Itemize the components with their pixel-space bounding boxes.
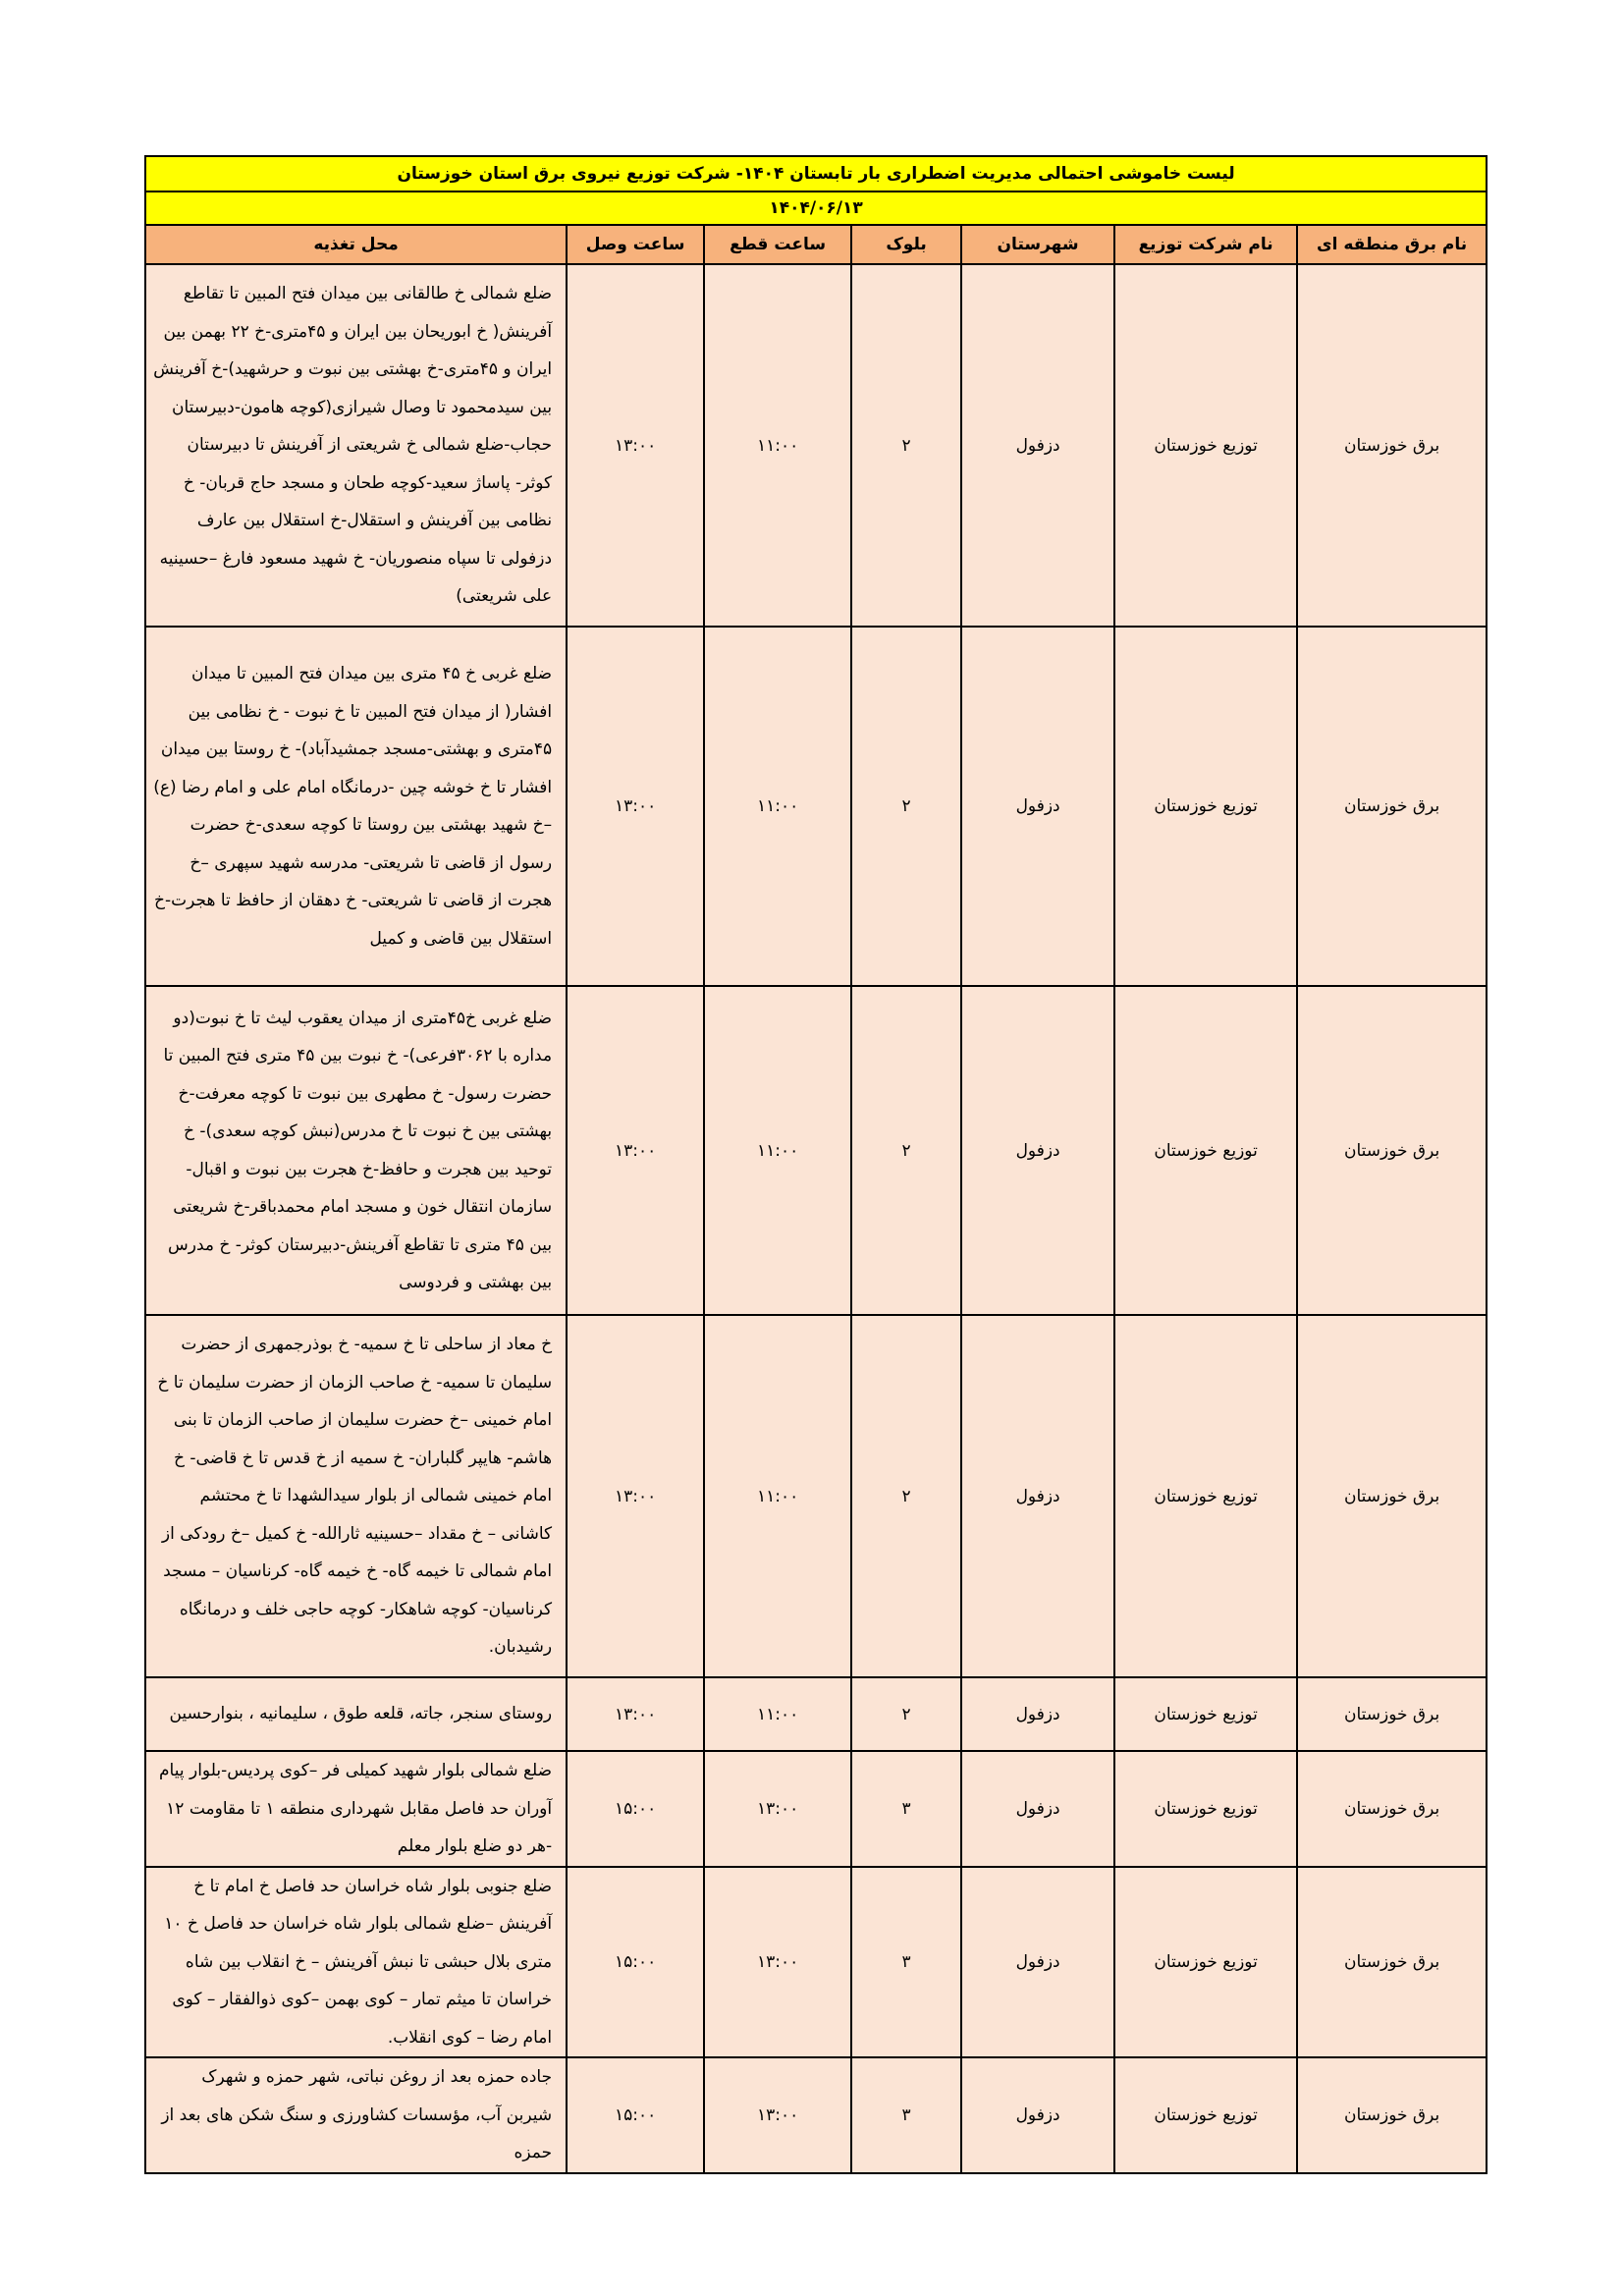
column-header-city: شهرستان (961, 225, 1114, 264)
cell-company: توزیع خوزستان (1114, 1867, 1297, 2058)
outage-table (144, 155, 1488, 2174)
column-header-connect-time: ساعت وصل (567, 225, 704, 264)
cell-cut-time: ۱۳:۰۰ (704, 2057, 851, 2173)
cell-city: دزفول (961, 627, 1114, 986)
cell-connect-time: ۱۵:۰۰ (567, 1751, 704, 1867)
cell-location: ضلع غربی خ۴۵متری از میدان یعقوب لیث تا خ نبوت(دو مداره با ۳۰۶۲فرعی)- خ نبوت بین ۴۵ متری فتح المبین تا حضرت رسول- خ مطهری بین نبوت تا کوچه معرفت-خ بهشتی بین خ نبوت تا خ مدرس(نبش کوچه سعدی)- خ توحید بین هجرت و حافظ-خ هجرت بین نبوت و اقبال- سازمان انتقال خون و مسجد امام محمدباقر-خ شریعتی بین ۴۵ متری تا تقاطع آفرینش-دبیرستان کوثر- خ مدرس بین بهشتی و فردوسی (145, 986, 567, 1315)
cell-region: برق خوزستان (1297, 627, 1487, 986)
cell-region: برق خوزستان (1297, 1867, 1487, 2058)
cell-company: توزیع خوزستان (1114, 2057, 1297, 2173)
cell-company: توزیع خوزستان (1114, 264, 1297, 627)
cell-city: دزفول (961, 986, 1114, 1315)
table-row (145, 264, 1487, 627)
cell-city: دزفول (961, 1315, 1114, 1677)
cell-location: روستای سنجر، جاته، قلعه طوق ، سلیمانیه ، بنوارحسین (145, 1677, 567, 1751)
cell-block: ۳ (851, 2057, 961, 2173)
cell-region: برق خوزستان (1297, 1315, 1487, 1677)
column-header-company: نام شرکت توزیع (1114, 225, 1297, 264)
table-row (145, 1315, 1487, 1677)
cell-block: ۲ (851, 986, 961, 1315)
cell-connect-time: ۱۳:۰۰ (567, 1315, 704, 1677)
cell-cut-time: ۱۱:۰۰ (704, 986, 851, 1315)
cell-connect-time: ۱۳:۰۰ (567, 627, 704, 986)
table-row (145, 2057, 1487, 2173)
cell-company: توزیع خوزستان (1114, 986, 1297, 1315)
cell-company: توزیع خوزستان (1114, 1315, 1297, 1677)
cell-cut-time: ۱۱:۰۰ (704, 264, 851, 627)
cell-city: دزفول (961, 264, 1114, 627)
cell-location: ضلع غربی خ ۴۵ متری بین میدان فتح المبین تا میدان افشار( از میدان فتح المبین تا خ نبوت - خ نظامی بین ۴۵متری و بهشتی-مسجد جمشیدآباد)- خ روستا بین میدان افشار تا خ خوشه چین -درمانگاه امام علی و امام رضا (ع) –خ شهید بهشتی بین روستا تا کوچه سعدی-خ حضرت رسول از قاضی تا شریعتی- مدرسه شهید سپهری –خ هجرت از قاضی تا شریعتی- خ دهقان از حافظ تا هجرت-خ استقلال بین قاضی و کمیل (145, 627, 567, 986)
column-header-block: بلوک (851, 225, 961, 264)
cell-cut-time: ۱۱:۰۰ (704, 627, 851, 986)
cell-company: توزیع خوزستان (1114, 1751, 1297, 1867)
cell-region: برق خوزستان (1297, 1751, 1487, 1867)
cell-city: دزفول (961, 1867, 1114, 2058)
cell-city: دزفول (961, 1751, 1114, 1867)
table-row (145, 1751, 1487, 1867)
table-row (145, 627, 1487, 986)
cell-city: دزفول (961, 2057, 1114, 2173)
cell-cut-time: ۱۱:۰۰ (704, 1315, 851, 1677)
table-row (145, 1867, 1487, 2058)
cell-region: برق خوزستان (1297, 986, 1487, 1315)
cell-company: توزیع خوزستان (1114, 1677, 1297, 1751)
table-row (145, 986, 1487, 1315)
cell-location: ضلع جنوبی بلوار شاه خراسان حد فاصل خ امام تا خ آفرینش –ضلع شمالی بلوار شاه خراسان حد فاصل خ ۱۰ متری بلال حبشی تا نبش آفرینش – خ انقلاب بین شاه خراسان تا میثم تمار – کوی بهمن –کوی ذوالفقار – کوی امام رضا – کوی انقلاب. (145, 1867, 567, 2058)
column-header-location: محل تغذیه (145, 225, 567, 264)
cell-block: ۲ (851, 1677, 961, 1751)
outage-sheet (144, 155, 1486, 2174)
cell-block: ۲ (851, 264, 961, 627)
cell-region: برق خوزستان (1297, 2057, 1487, 2173)
cell-location: خ معاد از ساحلی تا خ سمیه- خ بوذرجمهری از حضرت سلیمان تا سمیه- خ صاحب الزمان از حضرت سلیمان تا خ امام خمینی –خ حضرت سلیمان از صاحب الزمان تا بنی هاشم- هایپر گلباران- خ سمیه از خ قدس تا خ قاضی- خ امام خمینی شمالی از بلوار سیدالشهدا تا خ محتشم کاشانی – خ مقداد –حسینیه ثارالله- خ کمیل –خ رودکی از امام شمالی تا خیمه گاه- خ خیمه گاه- کرناسیان – مسجد کرناسیان- کوچه شاهکار- کوچه حاجی خلف و درمانگاه رشیدبان. (145, 1315, 567, 1677)
cell-location: ضلع شمالی خ طالقانی بین میدان فتح المبین تا تقاطع آفرینش( خ ابوریحان بین ایران و ۴۵متری-خ ۲۲ بهمن بین ایران و ۴۵متری-خ بهشتی بین نبوت و حرشهید)-خ آفرینش بین سیدمحمود تا وصال شیرازی(کوچه هامون-دبیرستان حجاب-ضلع شمالی خ شریعتی از آفرینش تا دبیرستان کوثر- پاساژ سعید-کوچه طحان و مسجد حاج قربان- خ نظامی بین آفرینش و استقلال-خ استقلال بین عارف دزفولی تا سپاه منصوریان- خ شهید مسعود فارغ –حسینیه علی شریعتی) (145, 264, 567, 627)
cell-connect-time: ۱۳:۰۰ (567, 986, 704, 1315)
cell-connect-time: ۱۳:۰۰ (567, 1677, 704, 1751)
cell-connect-time: ۱۵:۰۰ (567, 2057, 704, 2173)
cell-location: ضلع شمالی بلوار شهید کمیلی فر –کوی پردیس-بلوار پیام آوران حد فاصل مقابل شهرداری منطقه ۱ تا مقاومت ۱۲ -هر دو ضلع بلوار معلم (145, 1751, 567, 1867)
cell-connect-time: ۱۵:۰۰ (567, 1867, 704, 2058)
table-title: لیست خاموشی احتمالی مدیریت اضطراری بار تابستان ۱۴۰۴- شرکت توزیع نیروی برق استان خوزستان (145, 156, 1487, 191)
table-row (145, 1677, 1487, 1751)
cell-block: ۲ (851, 1315, 961, 1677)
column-header-region: نام برق منطقه ای (1297, 225, 1487, 264)
cell-region: برق خوزستان (1297, 264, 1487, 627)
cell-cut-time: ۱۱:۰۰ (704, 1677, 851, 1751)
column-header-cut-time: ساعت قطع (704, 225, 851, 264)
cell-cut-time: ۱۳:۰۰ (704, 1751, 851, 1867)
cell-block: ۲ (851, 627, 961, 986)
table-date: ۱۴۰۴/۰۶/۱۳ (145, 191, 1487, 225)
cell-company: توزیع خوزستان (1114, 627, 1297, 986)
cell-connect-time: ۱۳:۰۰ (567, 264, 704, 627)
cell-cut-time: ۱۳:۰۰ (704, 1867, 851, 2058)
cell-region: برق خوزستان (1297, 1677, 1487, 1751)
cell-city: دزفول (961, 1677, 1114, 1751)
cell-location: جاده حمزه بعد از روغن نباتی، شهر حمزه و شهرک شیربن آب، مؤسسات کشاورزی و سنگ شکن های بعد از حمزه (145, 2057, 567, 2173)
cell-block: ۳ (851, 1867, 961, 2058)
cell-block: ۳ (851, 1751, 961, 1867)
